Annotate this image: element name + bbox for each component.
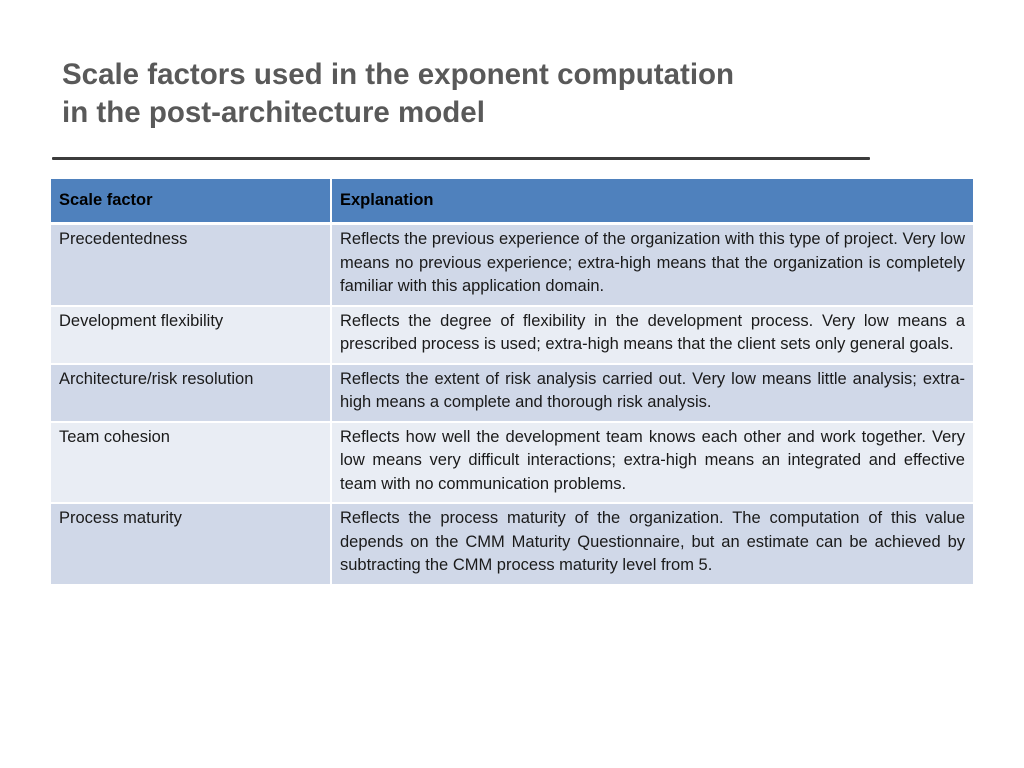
table-row [51, 364, 973, 422]
explanation-cell: Reflects the process maturity of the organization. The computation of this value depends on the CMM Maturity Questionnaire, but an estimate can be achieved by subtracting the CMM process maturity level from 5. [331, 503, 973, 585]
table-row [51, 306, 973, 364]
scale-factor-cell: Architecture/risk resolution [51, 364, 331, 422]
slide-title-line-1: Scale factors used in the exponent computation [62, 58, 735, 91]
table-row [51, 422, 973, 504]
slide-title [62, 56, 922, 132]
explanation-cell: Reflects the previous experience of the organization with this type of project. Very low means no previous experience; extra-high means that the organization is completely familiar with this application domain. [331, 224, 973, 306]
scale-factor-table [51, 179, 973, 586]
slide-title-line-2: in the post-architecture model [62, 96, 485, 129]
scale-factor-cell: Precedentedness [51, 224, 331, 306]
column-header-scale-factor: Scale factor [51, 179, 331, 224]
table-row [51, 503, 973, 585]
column-header-explanation: Explanation [331, 179, 973, 224]
scale-factor-cell: Process maturity [51, 503, 331, 585]
explanation-cell: Reflects the degree of flexibility in the development process. Very low means a prescribed process is used; extra-high means that the client sets only general goals. [331, 306, 973, 364]
explanation-cell: Reflects the extent of risk analysis carried out. Very low means little analysis; extra-high means a complete and thorough risk analysis. [331, 364, 973, 422]
table-row [51, 224, 973, 306]
scale-factor-cell: Development flexibility [51, 306, 331, 364]
title-divider [52, 157, 870, 160]
table-header-row [51, 179, 973, 224]
scale-factor-cell: Team cohesion [51, 422, 331, 504]
explanation-cell: Reflects how well the development team knows each other and work together. Very low means very difficult interactions; extra-high means an integrated and effective team with no communication problems. [331, 422, 973, 504]
